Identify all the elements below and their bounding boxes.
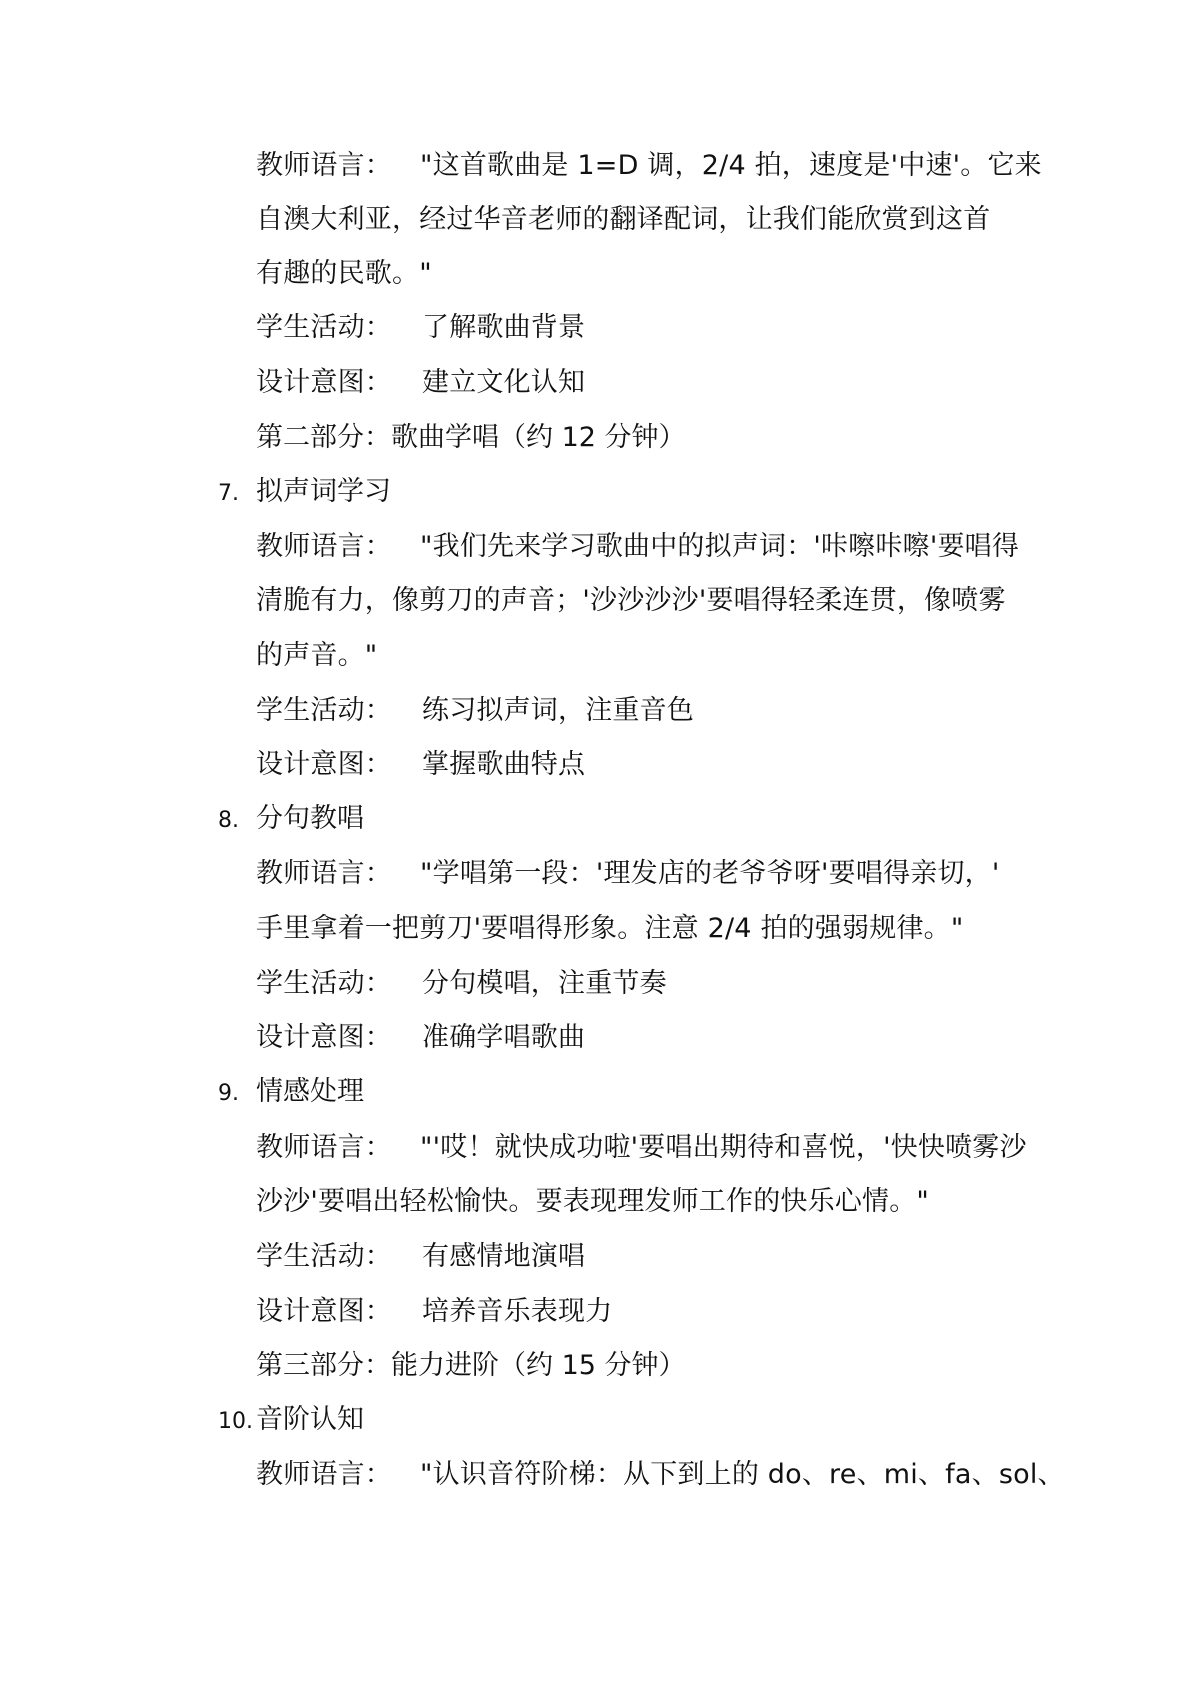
teacher-speech-line [256, 856, 1036, 892]
teacher-speech-line [256, 1457, 1065, 1493]
design-intent-label: 设计意图： [256, 1022, 392, 1053]
teacher-speech-line [256, 529, 1036, 565]
teacher-speech-line: 自澳大利亚，经过华音老师的翻译配词，让我们能欣赏到这首 [256, 204, 991, 235]
teacher-speech-label: 教师语言： [256, 1459, 392, 1490]
teacher-speech-label: 教师语言： [256, 150, 392, 181]
student-activity-text: 了解歌曲背景 [422, 312, 586, 343]
design-intent-text: 培养音乐表现力 [422, 1296, 613, 1327]
student-activity-label: 学生活动： [256, 968, 392, 999]
teacher-speech-line: 清脆有力，像剪刀的声音；'沙沙沙沙'要唱得轻柔连贯，像喷雾 [256, 585, 1006, 616]
student-activity-text: 练习拟声词，注重音色 [422, 695, 694, 726]
student-activity-text: 分句模唱，注重节奏 [422, 968, 667, 999]
section-title: 音阶认知 [256, 1404, 364, 1435]
teacher-speech-line: 有趣的民歌。" [256, 258, 432, 289]
teacher-speech-text: "这首歌曲是 1=D 调，2/4 拍，速度是'中速'。它来 [420, 150, 1042, 181]
part-heading: 第三部分：能力进阶（约 15 分钟） [256, 1350, 686, 1381]
section-number: 10. [218, 1409, 253, 1434]
teacher-speech-line [256, 1130, 1036, 1166]
teacher-speech-label: 教师语言： [256, 531, 392, 562]
design-intent-text: 准确学唱歌曲 [422, 1022, 586, 1053]
design-intent-line [256, 747, 1036, 783]
section-title: 拟声词学习 [256, 476, 391, 507]
part-heading: 第二部分：歌曲学唱（约 12 分钟） [256, 422, 686, 453]
student-activity-line [256, 310, 1036, 346]
student-activity-text: 有感情地演唱 [422, 1241, 586, 1272]
teacher-speech-text: "认识音符阶梯：从下到上的 do、re、mi、fa、sol、 [420, 1459, 1065, 1490]
design-intent-label: 设计意图： [256, 749, 392, 780]
section-number: 8. [218, 808, 239, 833]
design-intent-text: 掌握歌曲特点 [422, 749, 586, 780]
student-activity-line [256, 693, 1036, 729]
teacher-speech-label: 教师语言： [256, 858, 392, 889]
design-intent-text: 建立文化认知 [422, 367, 586, 398]
teacher-speech-line [256, 148, 1042, 184]
student-activity-label: 学生活动： [256, 1241, 392, 1272]
student-activity-line [256, 966, 1036, 1002]
teacher-speech-text: "我们先来学习歌曲中的拟声词：'咔嚓咔嚓'要唱得 [420, 531, 1020, 562]
student-activity-label: 学生活动： [256, 695, 392, 726]
design-intent-label: 设计意图： [256, 367, 392, 398]
design-intent-line [256, 1020, 1036, 1056]
section-title: 情感处理 [256, 1076, 364, 1107]
teacher-speech-text: "'哎！就快成功啦'要唱出期待和喜悦，'快快喷雾沙 [420, 1132, 1027, 1163]
section-title: 分句教唱 [256, 803, 364, 834]
teacher-speech-text: "学唱第一段：'理发店的老爷爷呀'要唱得亲切，' [420, 858, 1000, 889]
teacher-speech-line: 的声音。" [256, 640, 378, 671]
design-intent-line [256, 1294, 1036, 1330]
teacher-speech-line: 手里拿着一把剪刀'要唱得形象。注意 2/4 拍的强弱规律。" [256, 913, 964, 944]
teacher-speech-label: 教师语言： [256, 1132, 392, 1163]
design-intent-label: 设计意图： [256, 1296, 392, 1327]
teacher-speech-line: 沙沙'要唱出轻松愉快。要表现理发师工作的快乐心情。" [256, 1186, 930, 1217]
section-number: 7. [218, 481, 239, 506]
section-number: 9. [218, 1081, 239, 1106]
student-activity-label: 学生活动： [256, 312, 392, 343]
design-intent-line [256, 365, 1036, 401]
student-activity-line [256, 1239, 1036, 1275]
